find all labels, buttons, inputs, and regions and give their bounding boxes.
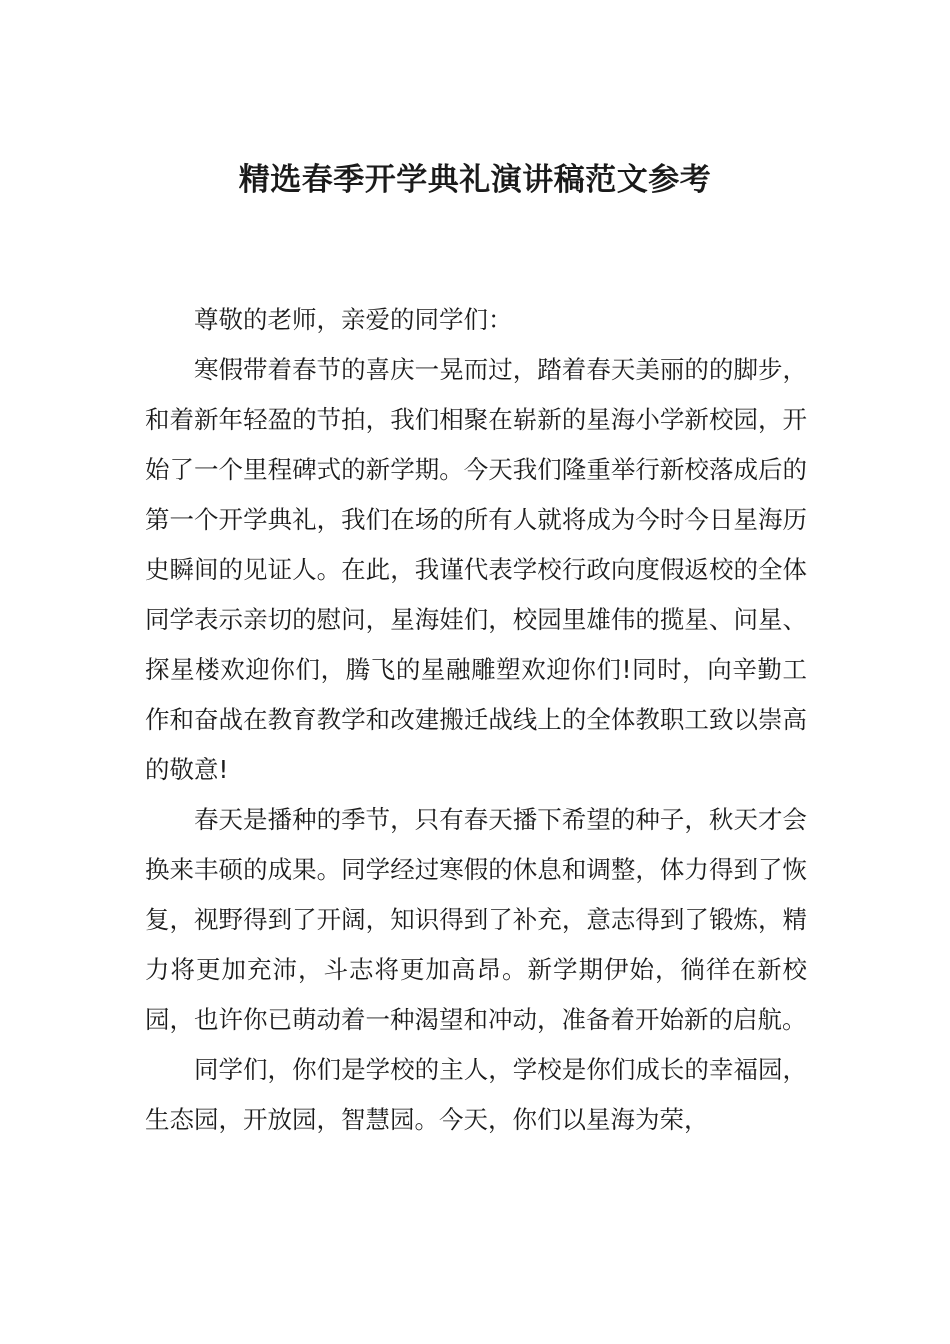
document-title: 精选春季开学典礼演讲稿范文参考 (238, 162, 712, 198)
paragraph: 春天是播种的季节，只有春天播下希望的种子，秋天才会换来丰硕的成果。同学经过寒假的休息和调整，体力得到了恢复，视野得到了开阔，知识得到了补充，意志得到了锻炼，精力将更加充沛，斗志将更加高昂。新学期伊始，徜徉在新校园，也许你已萌动着一种渴望和冲动，准备着开始新的启航。 (145, 805, 807, 1034)
document-body (145, 295, 807, 1145)
paragraph: 寒假带着春节的喜庆一晃而过，踏着春天美丽的的脚步，和着新年轻盈的节拍，我们相聚在崭新的星海小学新校园，开始了一个里程碑式的新学期。今天我们隆重举行新校落成后的第一个开学典礼，我们在场的所有人就将成为今时今日星海历史瞬间的见证人。在此，我谨代表学校行政向度假返校的全体同学表示亲切的慰问，星海娃们，校园里雄伟的揽星、问星、探星楼欢迎你们，腾飞的星融雕塑欢迎你们!同时，向辛勤工作和奋战在教育教学和改建搬迁战线上的全体教职工致以崇高的敬意! (145, 355, 807, 784)
paragraph-salutation: 尊敬的老师，亲爱的同学们： (194, 305, 513, 334)
paragraph: 同学们，你们是学校的主人，学校是你们成长的幸福园，生态园，开放园，智慧园。今天，你们以星海为荣， (145, 1055, 807, 1134)
